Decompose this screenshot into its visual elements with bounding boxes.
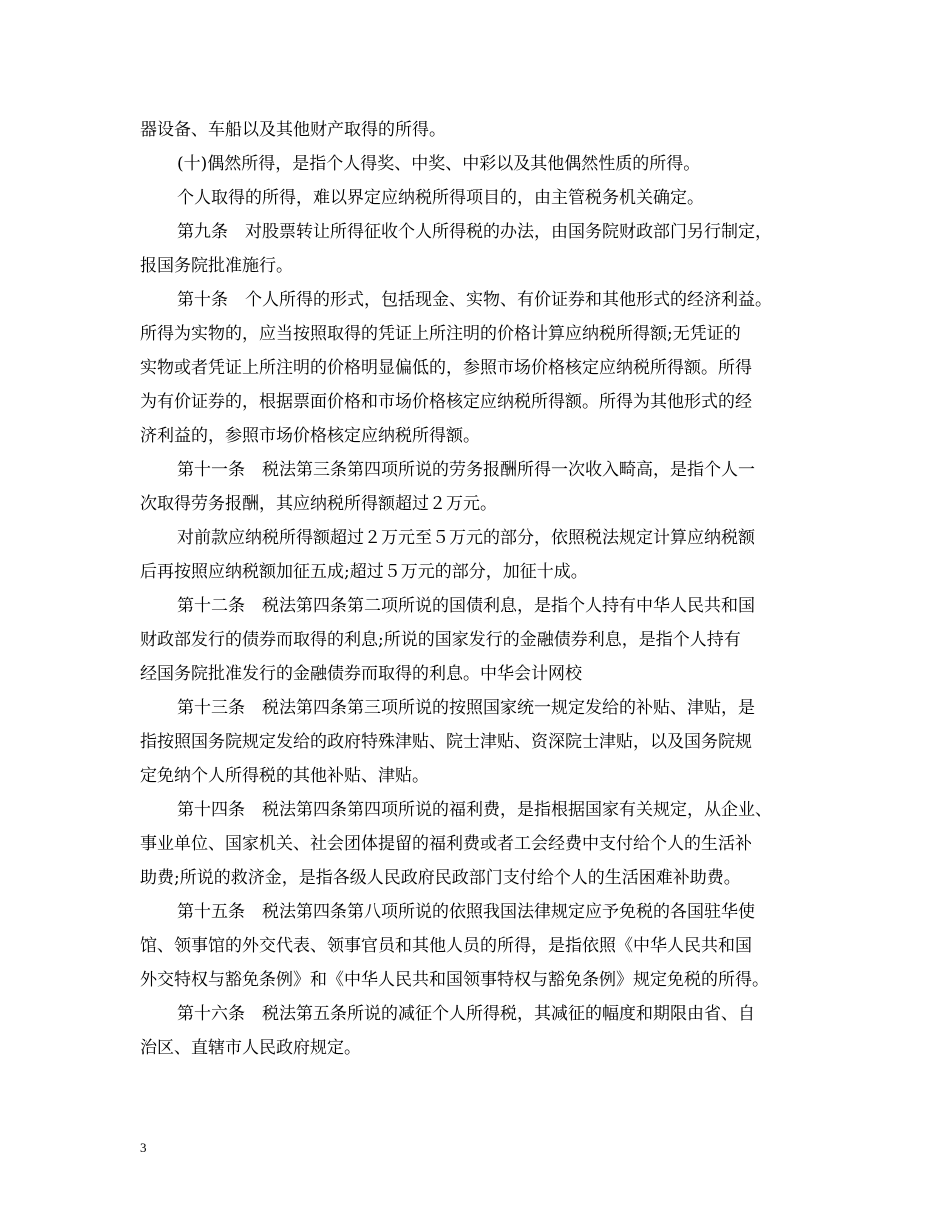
paragraph (140, 997, 815, 1065)
text-line: 财政部发行的债券而取得的利息;所说的国家发行的金融债券利息，是指个人持有 (140, 630, 741, 650)
text-line: 为有价证券的，根据票面价格和市场价格核定应纳税所得额。所得为其他形式的经 (140, 392, 752, 412)
paragraph (140, 895, 815, 997)
text-line: 器设备、车船以及其他财产取得的所得。 (140, 120, 446, 140)
text-line: 第十六条 税法第五条所说的减征个人所得税，其减征的幅度和期限由省、自 (177, 1004, 755, 1024)
text-line: 实物或者凭证上所注明的价格明显偏低的，参照市场价格核定应纳税所得额。所得 (140, 358, 752, 378)
paragraph (140, 691, 815, 793)
document-body (140, 113, 815, 1065)
paragraph (140, 147, 815, 181)
text-line: 事业单位、国家机关、社会团体提留的福利费或者工会经费中支付给个人的生活补 (140, 834, 752, 854)
text-line: 指按照国务院规定发给的政府特殊津贴、院士津贴、资深院士津贴，以及国务院规 (140, 732, 752, 752)
text-line: 第九条 对股票转让所得征收个人所得税的办法，由国务院财政部门另行制定， (177, 222, 772, 242)
text-line: 馆、领事馆的外交代表、领事官员和其他人员的所得，是指依照《中华人民共和国 (140, 936, 752, 956)
text-line: 所得为实物的，应当按照取得的凭证上所注明的价格计算应纳税所得额;无凭证的 (140, 324, 741, 344)
text-line: 第十一条 税法第三条第四项所说的劳务报酬所得一次收入畸高，是指个人一 (177, 460, 755, 480)
paragraph (140, 215, 815, 283)
text-line: 济利益的，参照市场价格核定应纳税所得额。 (140, 426, 480, 446)
text-line: 对前款应纳税所得额超过２万元至５万元的部分，依照税法规定计算应纳税额 (177, 528, 755, 548)
paragraph (140, 113, 815, 147)
paragraph (140, 793, 815, 895)
paragraph (140, 589, 815, 691)
text-line: 治区、直辖市人民政府规定。 (140, 1038, 361, 1058)
text-line: 第十四条 税法第四条第四项所说的福利费，是指根据国家有关规定，从企业、 (177, 800, 772, 820)
text-line: 报国务院批准施行。 (140, 256, 293, 276)
text-line: 个人取得的所得，难以界定应纳税所得项目的，由主管税务机关确定。 (177, 188, 704, 208)
text-line: 第十二条 税法第四条第二项所说的国债利息，是指个人持有中华人民共和国 (177, 596, 755, 616)
text-line: 经国务院批准发行的金融债券而取得的利息。中华会计网校 (140, 664, 582, 684)
paragraph (140, 181, 815, 215)
text-line: 第十五条 税法第四条第八项所说的依照我国法律规定应予免税的各国驻华使 (177, 902, 755, 922)
paragraph (140, 283, 815, 453)
text-line: 后再按照应纳税额加征五成;超过５万元的部分，加征十成。 (140, 562, 588, 582)
paragraph (140, 453, 815, 521)
page-number: 3 (140, 1140, 147, 1155)
text-line: 第十三条 税法第四条第三项所说的按照国家统一规定发给的补贴、津贴，是 (177, 698, 755, 718)
paragraph (140, 521, 815, 589)
text-line: (十)偶然所得，是指个人得奖、中奖、中彩以及其他偶然性质的所得。 (177, 154, 701, 174)
text-line: 第十条 个人所得的形式，包括现金、实物、有价证券和其他形式的经济利益。 (177, 290, 772, 310)
text-line: 次取得劳务报酬，其应纳税所得额超过２万元。 (140, 494, 497, 514)
text-line: 定免纳个人所得税的其他补贴、津贴。 (140, 766, 429, 786)
text-line: 外交特权与豁免条例》和《中华人民共和国领事特权与豁免条例》规定免税的所得。 (140, 970, 769, 990)
text-line: 助费;所说的救济金，是指各级人民政府民政部门支付给个人的生活困难补助费。 (140, 868, 741, 888)
